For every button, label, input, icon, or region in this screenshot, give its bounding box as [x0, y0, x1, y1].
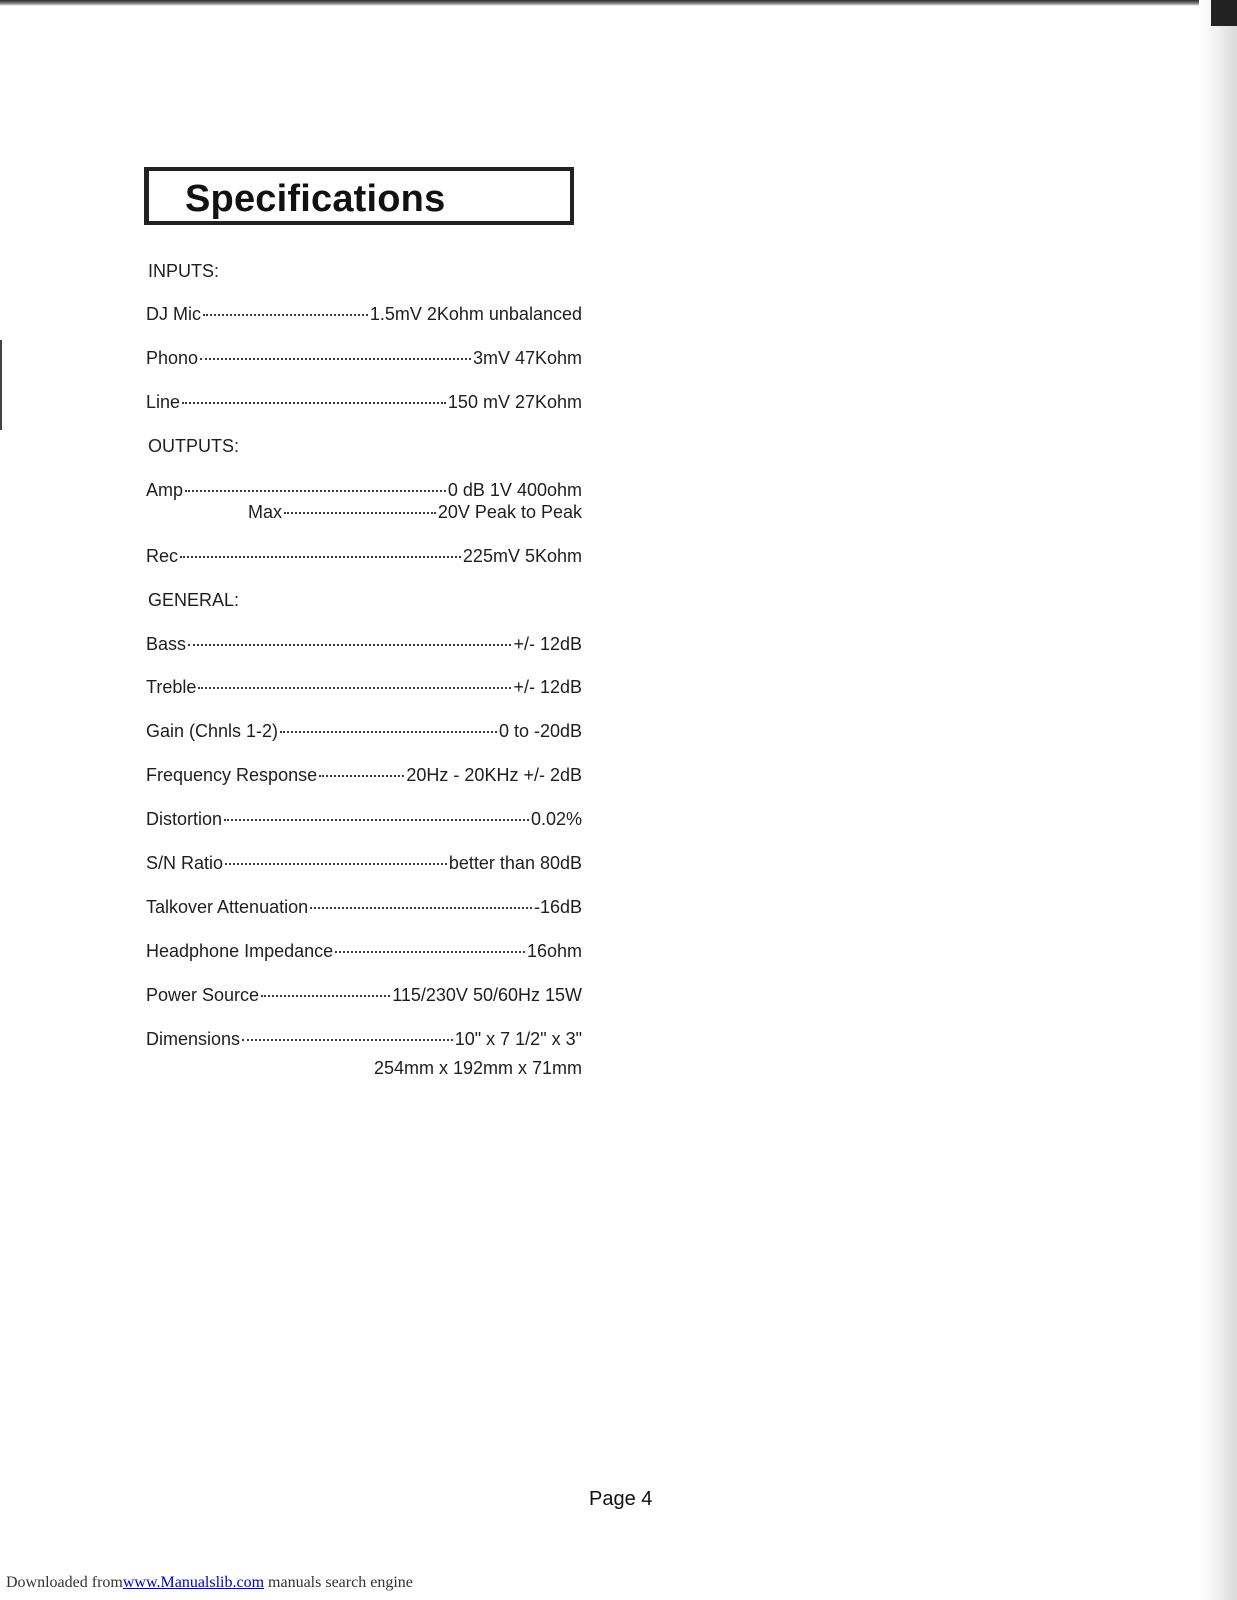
- spec-row-line: [146, 392, 582, 413]
- spec-value: 0 dB 1V 400ohm: [447, 480, 582, 500]
- page-number: Page 4: [589, 1488, 653, 1510]
- spec-row-headphone: [146, 941, 582, 962]
- spec-row-amp: [146, 480, 582, 501]
- spec-label: Max: [248, 502, 283, 522]
- dot-leader: [188, 644, 511, 646]
- spec-label: Amp: [146, 480, 184, 500]
- spec-row-frequency-response: [146, 765, 582, 786]
- dot-leader: [198, 687, 511, 689]
- spec-value: 20V Peak to Peak: [437, 502, 582, 522]
- spec-row-gain: [146, 721, 582, 742]
- dot-leader: [261, 995, 390, 997]
- footer: [6, 1574, 413, 1592]
- scan-edge-top: [0, 0, 1237, 6]
- spec-value: 0.02%: [530, 809, 582, 829]
- general-heading: GENERAL:: [148, 590, 240, 610]
- dot-leader: [225, 863, 447, 865]
- spec-value: 20Hz - 20KHz +/- 2dB: [406, 765, 582, 785]
- spec-value: better than 80dB: [448, 853, 582, 873]
- scan-edge-right: [1199, 0, 1237, 1600]
- spec-row-max: [248, 502, 582, 523]
- spec-label: Dimensions: [146, 1029, 241, 1049]
- dot-leader: [284, 512, 436, 514]
- dot-leader: [200, 358, 471, 360]
- spec-label: Power Source: [146, 985, 260, 1005]
- scan-edge-left: [0, 340, 2, 430]
- spec-row-phono: [146, 348, 582, 369]
- spec-label: Treble: [146, 677, 197, 697]
- spec-row-rec: [146, 546, 582, 567]
- spec-value: 1.5mV 2Kohm unbalanced: [369, 304, 582, 324]
- spec-value: 115/230V 50/60Hz 15W: [392, 985, 582, 1005]
- spec-row-talkover: [146, 897, 582, 918]
- spec-value: 3mV 47Kohm: [472, 348, 582, 368]
- spec-label: S/N Ratio: [146, 853, 224, 873]
- dot-leader: [180, 556, 461, 558]
- spec-label: Distortion: [146, 809, 223, 829]
- spec-row-power-source: [146, 985, 582, 1006]
- spec-row-bass: [146, 634, 582, 655]
- dot-leader: [224, 819, 529, 821]
- spec-row-dimensions: [146, 1029, 582, 1050]
- dot-leader: [280, 731, 497, 733]
- spec-value: 16ohm: [526, 941, 582, 961]
- dot-leader: [242, 1039, 453, 1041]
- spec-value: +/- 12dB: [513, 677, 582, 697]
- spec-label: DJ Mic: [146, 304, 201, 324]
- dimensions-metric: 254mm x 192mm x 71mm: [373, 1058, 582, 1078]
- spec-row-treble: [146, 677, 582, 698]
- manualslib-link[interactable]: www.Manualslib.com: [122, 1574, 265, 1591]
- dot-leader: [203, 314, 368, 316]
- outputs-heading: OUTPUTS:: [148, 436, 240, 456]
- spec-row-dj-mic: [146, 304, 582, 325]
- footer-suffix: manuals search engine: [264, 1574, 413, 1591]
- dot-leader: [182, 402, 446, 404]
- footer-prefix: Downloaded from: [6, 1574, 123, 1591]
- spec-label: Phono: [146, 348, 199, 368]
- spec-row-sn-ratio: [146, 853, 582, 874]
- spec-value: 150 mV 27Kohm: [447, 392, 582, 412]
- inputs-heading: INPUTS:: [148, 261, 220, 281]
- spec-value: -16dB: [533, 897, 582, 917]
- dot-leader: [310, 907, 532, 909]
- spec-value: 10" x 7 1/2" x 3": [454, 1029, 582, 1049]
- title-box: [144, 167, 574, 225]
- spec-label: Rec: [146, 546, 179, 566]
- spec-label: Frequency Response: [146, 765, 318, 785]
- dot-leader: [185, 490, 446, 492]
- dot-leader: [319, 775, 404, 777]
- spec-label: Line: [146, 392, 181, 412]
- spec-label: Bass: [146, 634, 187, 654]
- scan-corner-mark: [1211, 0, 1237, 26]
- spec-value: 0 to -20dB: [498, 721, 582, 741]
- dot-leader: [335, 951, 525, 953]
- spec-row-distortion: [146, 809, 582, 830]
- spec-value: 225mV 5Kohm: [462, 546, 582, 566]
- page-title: Specifications: [185, 178, 446, 220]
- spec-label: Talkover Attenuation: [146, 897, 309, 917]
- spec-label: Headphone Impedance: [146, 941, 334, 961]
- spec-label: Gain (Chnls 1-2): [146, 721, 279, 741]
- spec-value: +/- 12dB: [513, 634, 582, 654]
